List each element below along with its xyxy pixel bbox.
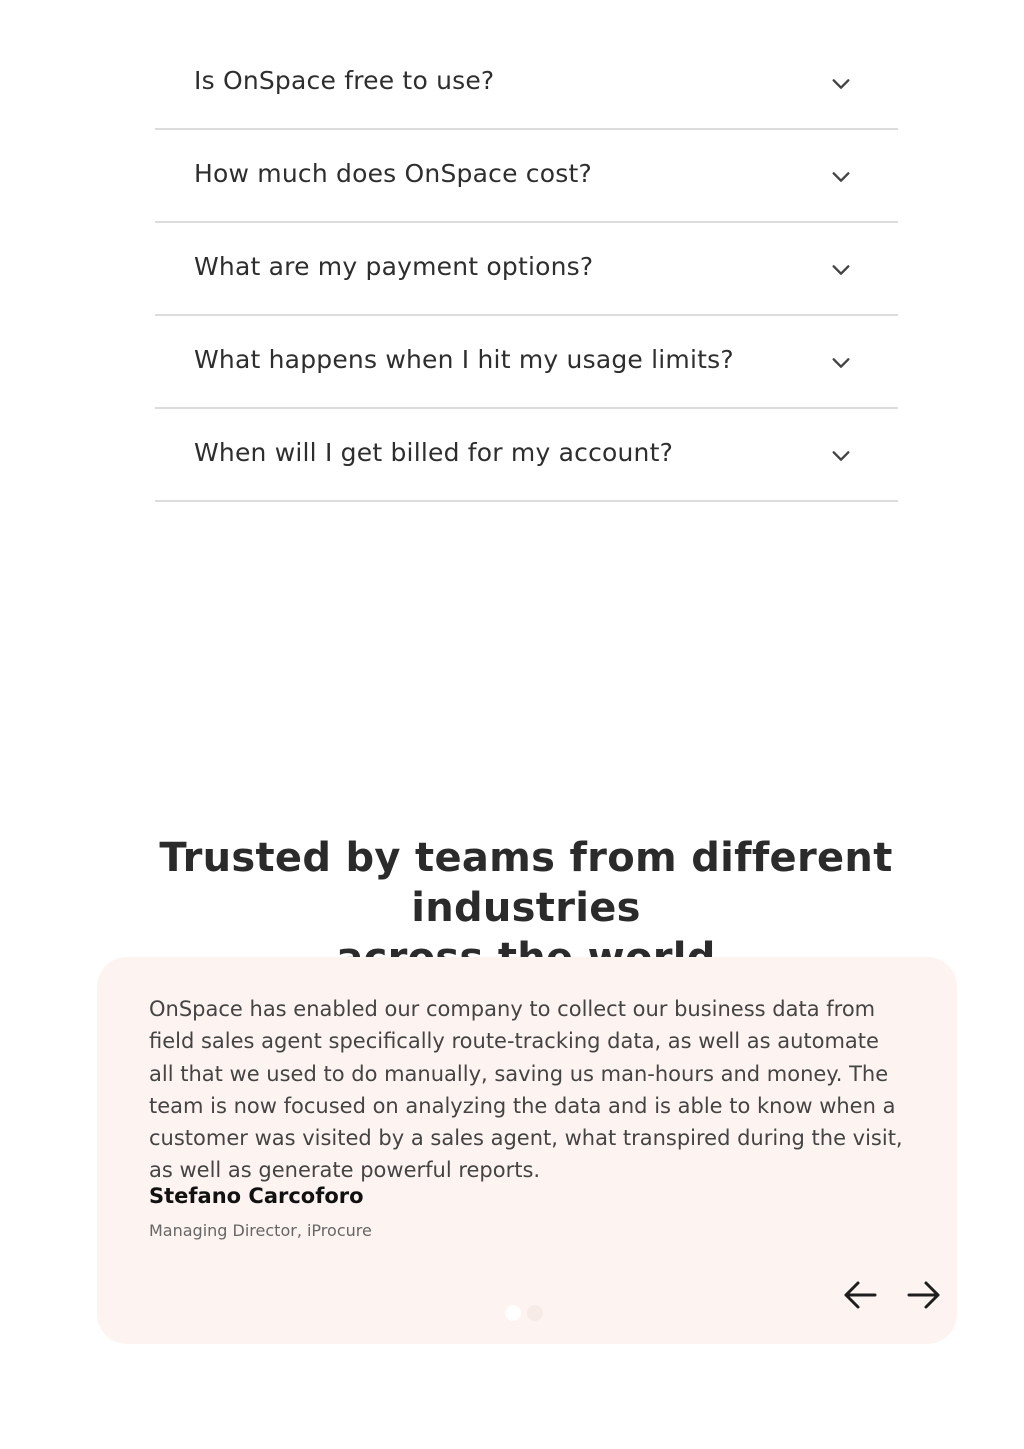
faq-item-billing[interactable] <box>155 409 898 502</box>
chevron-down-icon <box>830 259 852 281</box>
faq-question: What happens when I hit my usage limits? <box>194 345 734 374</box>
faq-item-free[interactable] <box>155 37 898 130</box>
faq-question: Is OnSpace free to use? <box>194 66 495 95</box>
testimonial-author: Stefano Carcoforo <box>149 1184 364 1208</box>
chevron-down-icon <box>830 445 852 467</box>
testimonial-role: Managing Director, iProcure <box>149 1221 372 1240</box>
carousel-dot-2[interactable] <box>527 1305 543 1321</box>
faq-item-payment[interactable] <box>155 223 898 316</box>
faq-item-limits[interactable] <box>155 316 898 409</box>
faq-question: How much does OnSpace cost? <box>194 159 592 188</box>
faq-question: When will I get billed for my account? <box>194 438 674 467</box>
carousel-dots <box>505 1305 543 1321</box>
chevron-down-icon <box>830 352 852 374</box>
testimonial-card <box>97 957 957 1344</box>
faq-list <box>155 37 898 502</box>
chevron-down-icon <box>830 166 852 188</box>
testimonial-quote: OnSpace has enabled our company to collect our business data from field sales agent specifically route-tracking data, as well as automate all that we used to do manually, saving us man-hours and money. The team is now focused on analyzing the data and is able to know when a customer was visited by a sales agent, what transpired during the visit, as well as generate powerful reports. <box>149 997 903 1183</box>
carousel-dot-1[interactable] <box>505 1305 521 1321</box>
faq-question: What are my payment options? <box>194 252 594 281</box>
arrow-left-icon[interactable] <box>842 1279 878 1311</box>
heading-line-1: Trusted by teams from different industries <box>159 835 893 931</box>
chevron-down-icon <box>830 73 852 95</box>
arrow-right-icon[interactable] <box>906 1279 942 1311</box>
faq-item-cost[interactable] <box>155 130 898 223</box>
